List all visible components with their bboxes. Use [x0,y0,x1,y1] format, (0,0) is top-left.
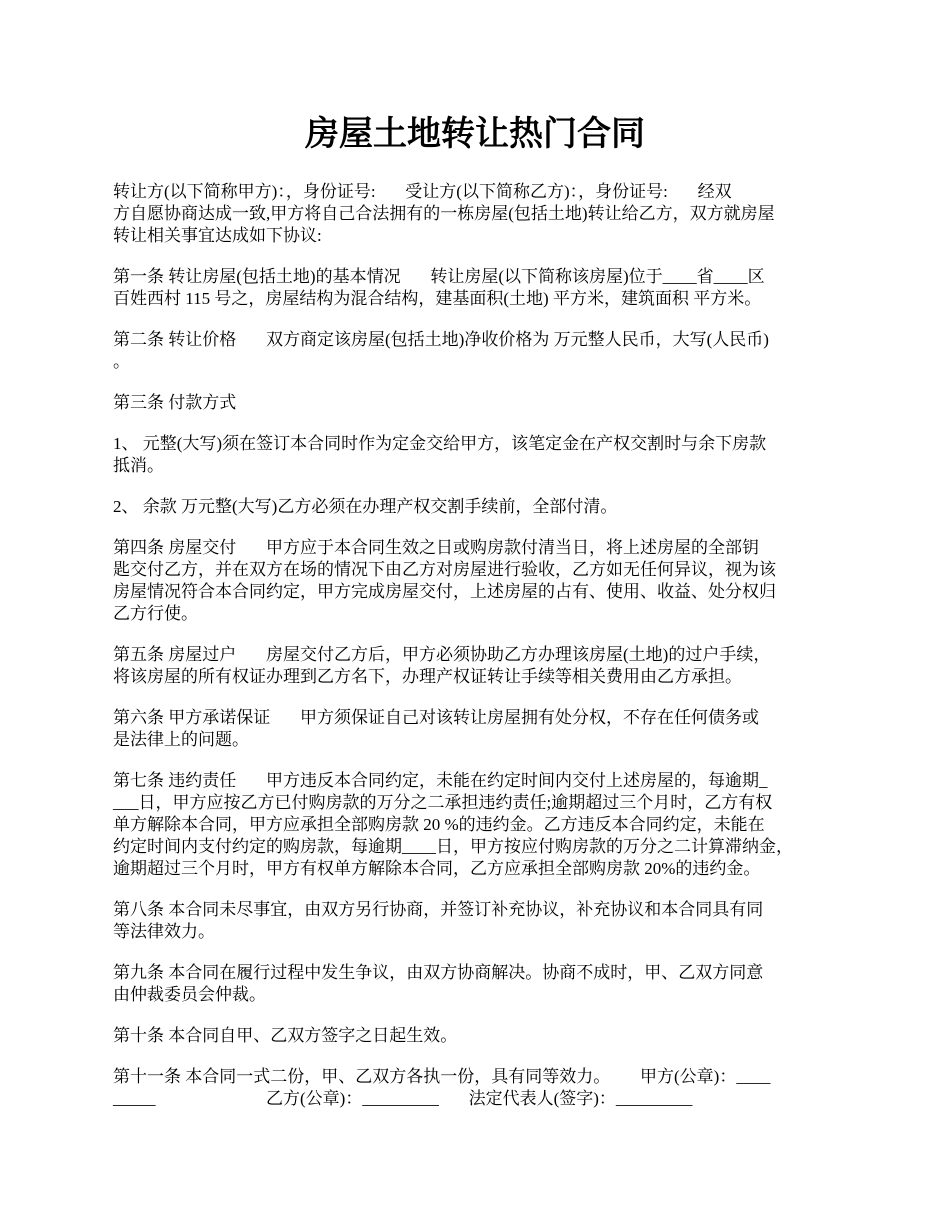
paragraph-line: _____ 乙方(公章)：_________ 法定代表人(签字)：_________ [113,1089,693,1108]
paragraph-line: 第六条 甲方承诺保证 甲方须保证自己对该转让房屋拥有处分权，不存在任何债务或 [113,708,759,727]
paragraph-line: 转让方(以下简称甲方)：，身份证号: 受让方(以下简称乙方)：，身份证号: 经双 [113,182,732,201]
paragraph-line: 方自愿协商达成一致,甲方将自己合法拥有的一栋房屋(包括土地)转让给乙方，双方就房屋 [113,204,775,223]
contract-paragraph-12 [113,962,855,1006]
paragraph-line: 第七条 违约责任 甲方违反本合同约定，未能在约定时间内交付上述房屋的，每逾期_ [113,771,768,790]
paragraph-line: 是法律上的问题。 [113,730,249,749]
paragraph-line: 约定时间内支付约定的购房款，每逾期____日，甲方按应付购房款的万分之二计算滞纳金， [113,837,793,856]
paragraph-line: 乙方行使。 [113,604,198,623]
paragraph-line: 逾期超过三个月时，甲方有权单方解除本合同，乙方应承担全部购房款 20%的违约金。 [113,859,761,878]
paragraph-line: 单方解除本合同，甲方应承担全部购房款 20 %的违约金。乙方违反本合同约定，未能在 [113,815,765,834]
paragraph-line: 第九条 本合同在履行过程中发生争议，由双方协商解决。协商不成时，甲、乙双方同意 [113,963,764,982]
contract-paragraph-5 [113,433,855,477]
paragraph-line: 第一条 转让房屋(包括土地)的基本情况 转让房屋(以下简称该房屋)位于____省____区 [113,267,765,286]
contract-paragraph-9 [113,707,855,751]
paragraph-line: 第三条 付款方式 [113,393,237,412]
paragraph-line: 将该房屋的所有权证办理到乙方名下，办理产权证转让手续等相关费用由乙方承担。 [113,667,742,686]
contract-paragraph-7 [113,537,855,625]
contract-paragraph-4 [113,392,855,414]
contract-paragraph-10 [113,770,855,880]
contract-paragraph-14 [113,1066,855,1110]
contract-paragraph-8 [113,644,855,688]
paragraph-line: 第四条 房屋交付 甲方应于本合同生效之日或购房款付清当日，将上述房屋的全部钥 [113,538,759,557]
paragraph-line: 第十条 本合同自甲、乙双方签字之日起生效。 [113,1026,458,1045]
paragraph-line: 等法律效力。 [113,922,215,941]
paragraph-line: 由仲裁委员会仲裁。 [113,985,266,1004]
paragraph-line: 1、 元整(大写)须在签订本合同时作为定金交给甲方，该笔定金在产权交割时与余下房款 [113,434,767,453]
contract-paragraph-1 [113,181,855,247]
paragraph-line: 房屋情况符合本合同约定，甲方完成房屋交付，上述房屋的占有、使用、收益、处分权归 [113,582,776,601]
paragraph-line: 第八条 本合同未尽事宜，由双方另行协商，并签订补充协议，补充协议和本合同具有同 [113,900,764,919]
document-title: 房屋土地转让热门合同 [305,116,645,153]
paragraph-line: 转让相关事宜达成如下协议: [113,226,322,245]
paragraph-line: 第二条 转让价格 双方商定该房屋(包括土地)净收价格为 万元整人民币，大写(人民币) [113,330,769,349]
paragraph-line: ___日，甲方应按乙方已付购房款的万分之二承担违约责任;逾期超过三个月时，乙方有权 [113,793,773,812]
contract-paragraph-11 [113,899,855,943]
contract-paragraph-6 [113,496,855,518]
paragraph-line: 匙交付乙方，并在双方在场的情况下由乙方对房屋进行验收，乙方如无任何异议，视为该 [113,560,776,579]
contract-paragraph-13 [113,1025,855,1047]
document-body [113,181,855,1110]
paragraph-line: 抵消。 [113,456,164,475]
paragraph-line: 2、 余款 万元整(大写)乙方必须在办理产权交割手续前，全部付清。 [113,497,618,516]
paragraph-line: 百姓西村 115 号之，房屋结构为混合结构，建基面积(土地) 平方米，建筑面积 平方米。 [113,289,762,308]
paragraph-line: 。 [113,352,130,371]
paragraph-line: 第五条 房屋过户 房屋交付乙方后，甲方必须协助乙方办理该房屋(土地)的过户手续， [113,645,771,664]
paragraph-line: 第十一条 本合同一式二份，甲、乙双方各执一份，具有同等效力。 甲方(公章)：____ [113,1067,771,1086]
contract-paragraph-3 [113,329,855,373]
contract-paragraph-2 [113,266,855,310]
